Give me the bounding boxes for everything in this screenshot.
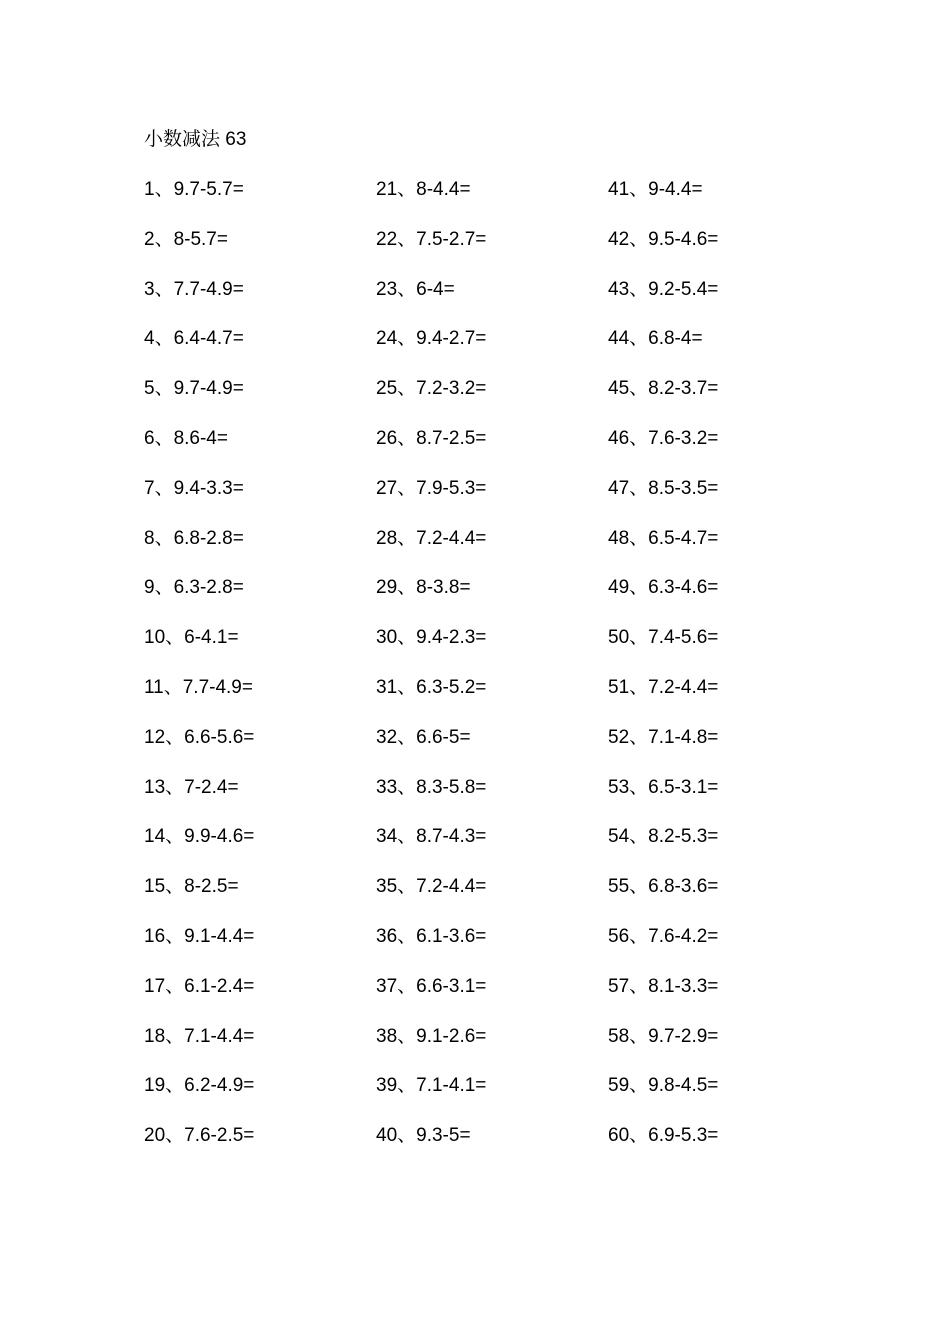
math-problem: 55、6.8-3.6= [608,876,719,898]
math-problem: 15、8-2.5= [144,876,239,898]
problem-grid [144,176,864,1176]
math-problem: 19、6.2-4.9= [144,1075,255,1097]
math-problem: 2、8-5.7= [144,228,228,250]
math-problem: 23、6-4= [376,278,455,300]
math-problem: 39、7.1-4.1= [376,1075,487,1097]
math-problem: 50、7.4-5.6= [608,627,719,649]
math-problem: 60、6.9-5.3= [608,1125,719,1147]
math-problem: 49、6.3-4.6= [608,577,719,599]
math-problem: 8、6.8-2.8= [144,527,244,549]
math-problem: 12、6.6-5.6= [144,726,255,748]
math-problem: 9、6.3-2.8= [144,577,244,599]
math-problem: 56、7.6-4.2= [608,925,719,947]
math-problem: 5、9.7-4.9= [144,378,244,400]
math-problem: 43、9.2-5.4= [608,278,719,300]
math-problem: 51、7.2-4.4= [608,676,719,698]
math-problem: 4、6.4-4.7= [144,328,244,350]
math-problem: 34、8.7-4.3= [376,826,487,848]
problem-column-3 [608,176,838,1172]
math-problem: 48、6.5-4.7= [608,527,719,549]
math-problem: 57、8.1-3.3= [608,975,719,997]
math-problem: 33、8.3-5.8= [376,776,487,798]
math-problem: 32、6.6-5= [376,726,471,748]
math-problem: 22、7.5-2.7= [376,228,487,250]
math-problem: 20、7.6-2.5= [144,1125,255,1147]
math-problem: 24、9.4-2.7= [376,328,487,350]
math-problem: 27、7.9-5.3= [376,477,487,499]
math-problem: 45、8.2-3.7= [608,378,719,400]
problem-column-1 [144,176,374,1172]
math-problem: 21、8-4.4= [376,179,471,200]
math-problem: 31、6.3-5.2= [376,676,487,698]
math-problem: 53、6.5-3.1= [608,776,719,798]
math-problem: 37、6.6-3.1= [376,975,487,997]
math-problem: 28、7.2-4.4= [376,527,487,549]
problem-column-2 [376,176,606,1172]
math-problem: 41、9-4.4= [608,179,703,200]
math-problem: 46、7.6-3.2= [608,427,719,449]
math-problem: 52、7.1-4.8= [608,726,719,748]
math-problem: 42、9.5-4.6= [608,228,719,250]
math-problem: 18、7.1-4.4= [144,1025,255,1047]
math-problem: 3、7.7-4.9= [144,278,244,300]
math-problem: 54、8.2-5.3= [608,826,719,848]
math-problem: 6、8.6-4= [144,427,228,449]
page-title: 小数减法 63 [144,129,247,150]
math-problem: 35、7.2-4.4= [376,876,487,898]
math-problem: 58、9.7-2.9= [608,1025,719,1047]
math-problem: 1、9.7-5.7= [144,179,244,200]
math-problem: 47、8.5-3.5= [608,477,719,499]
math-problem: 38、9.1-2.6= [376,1025,487,1047]
math-problem: 13、7-2.4= [144,776,239,798]
math-problem: 40、9.3-5= [376,1125,471,1147]
math-problem: 10、6-4.1= [144,627,239,649]
math-problem: 36、6.1-3.6= [376,925,487,947]
math-problem: 16、9.1-4.4= [144,925,255,947]
math-problem: 14、9.9-4.6= [144,826,255,848]
math-problem: 29、8-3.8= [376,577,471,599]
math-problem: 30、9.4-2.3= [376,627,487,649]
math-problem: 44、6.8-4= [608,328,703,350]
math-problem: 25、7.2-3.2= [376,378,487,400]
math-problem: 11、7.7-4.9= [144,676,253,698]
math-problem: 26、8.7-2.5= [376,427,487,449]
math-problem: 59、9.8-4.5= [608,1075,719,1097]
math-problem: 7、9.4-3.3= [144,477,244,499]
math-problem: 17、6.1-2.4= [144,975,255,997]
